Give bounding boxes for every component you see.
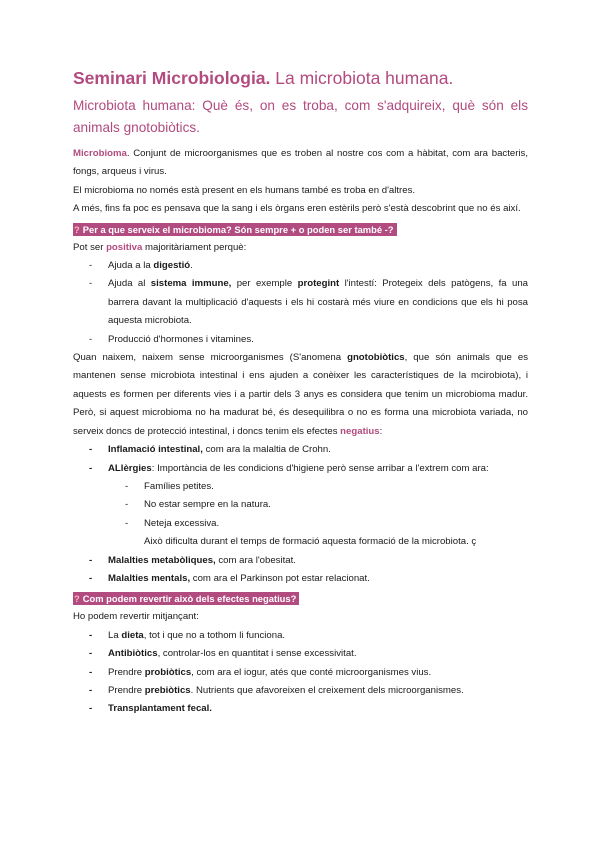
sub-list-item: - Famílies petites. xyxy=(73,478,528,496)
list-item: - Producció d'hormones i vitamines. xyxy=(73,331,528,349)
birth-text: Quan naixem, naixem sense microorganismes (S'anomena xyxy=(73,352,348,364)
question-heading-function xyxy=(73,223,397,236)
question-text: Com podem revertir això dels efectes negatius? xyxy=(82,593,297,605)
sub-list-item: - Neteja excessiva. xyxy=(73,515,528,533)
question-mark-icon: ? xyxy=(74,223,80,235)
item-text: Prendre xyxy=(108,684,145,696)
question-heading-revert xyxy=(73,592,299,605)
title-strong: Seminari Microbiologia. xyxy=(73,68,271,88)
list-item xyxy=(73,441,528,459)
birth-text: , que són animals que es mantenen sense microbiota intestinal i ens ajuden a conèixer les característiques de la mcirobiota), i aquests es formen per diferents vies i a partir dels 3 anys es considera que tenim un microbioma madur. Però, si aquest microbioma no ha madurat bé, és desequilibra o no es forma una microbiota variada, no serveix doncs de protecció intestinal, i doncs tenim els efectes xyxy=(73,352,528,437)
item-text: : Importància de les condicions d'higiene però sense arribar a l'extrem com ara: xyxy=(151,462,489,474)
allergy-note: Això dificulta durant el temps de formació aquesta formació de la microbiota. ç xyxy=(144,536,477,548)
list-item xyxy=(73,627,528,645)
term-microbioma: Microbioma xyxy=(73,148,127,159)
question-mark-icon: ? xyxy=(74,593,80,605)
item-bold: protegint xyxy=(297,278,340,290)
list-item xyxy=(73,460,528,478)
revert-intro: Ho podem revertir mitjançant: xyxy=(73,611,199,623)
birth-text: : xyxy=(379,425,383,437)
paragraph-birth xyxy=(73,349,528,441)
positive-intro xyxy=(73,239,528,257)
item-text: Prendre xyxy=(108,666,145,678)
item-bold: dieta xyxy=(121,629,144,641)
item-bold: Malalties metabòliques, xyxy=(108,554,216,566)
negative-effects-list xyxy=(73,441,528,478)
item-bold: sistema immune, xyxy=(150,278,232,290)
list-item xyxy=(73,682,528,700)
item-text: , com ara el iogur, atés que conté microorganismes vius. xyxy=(191,666,432,678)
definition-text: . Conjunt de microorganismes que es troben al nostre cos com a hàbitat, com ara bacteris, fongs, arqueus i virus. xyxy=(73,148,528,178)
negative-effects-list-continued xyxy=(73,552,528,589)
item-text: . Nutrients que afavoreixen el creixement dels microorganismes. xyxy=(190,684,464,696)
sub-list-item: - No estar sempre en la natura. xyxy=(73,496,528,514)
item-text: Ajuda a la xyxy=(108,260,154,272)
list-item xyxy=(73,700,528,718)
list-item xyxy=(73,645,528,663)
item-bold: prebiòtics xyxy=(144,684,191,696)
item-text: per exemple xyxy=(231,278,298,290)
title-rest: La microbiota humana. xyxy=(270,68,454,88)
document-page xyxy=(73,66,528,719)
item-bold: digestió xyxy=(153,260,191,272)
paragraph-blood: A més, fins fa poc es pensava que la sang i els òrgans eren estèrils però s'està descobrint que no és així. xyxy=(73,203,521,215)
item-bold: Transplantament fecal. xyxy=(108,703,212,715)
list-item xyxy=(73,664,528,682)
positive-intro-before: Pot ser xyxy=(73,241,107,253)
list-item xyxy=(73,257,528,275)
question-text: Per a que serveix el microbioma? Són sempre + o poden ser també -? xyxy=(82,223,394,235)
item-text: Ajuda al xyxy=(108,278,151,290)
page-title xyxy=(73,66,528,90)
item-text: com ara el Parkinson pot estar relacionat. xyxy=(190,572,370,584)
item-text: . xyxy=(190,260,193,272)
item-bold: Inflamació intestinal, xyxy=(108,444,203,456)
section-subtitle: Microbiota humana: Què és, on es troba, com s'adquireix, què són els animals gnotobiòtics. xyxy=(73,98,528,135)
item-text: com ara la malaltia de Crohn. xyxy=(202,444,331,456)
paragraph-presence: El microbioma no només està present en els humans també es troba en d'altres. xyxy=(73,184,416,196)
term-positiva: positiva xyxy=(106,241,143,253)
list-item xyxy=(73,552,528,570)
item-bold: Antibiòtics xyxy=(108,648,158,660)
item-text: com ara l'obesitat. xyxy=(215,554,296,566)
term-gnotobiotics: gnotobiòtics xyxy=(347,352,405,364)
microbioma-definition xyxy=(73,145,528,182)
positive-intro-after: majoritàriament perquè: xyxy=(142,241,247,253)
allergy-sublist xyxy=(73,478,528,533)
item-text: , controlar-los en quantitat i sense excessivitat. xyxy=(157,648,357,660)
item-text: La xyxy=(108,629,122,641)
list-item xyxy=(73,570,528,588)
revert-list xyxy=(73,627,528,719)
positive-list xyxy=(73,257,528,349)
item-bold: probiòtics xyxy=(144,666,192,678)
item-bold: ALlèrgies xyxy=(108,462,152,474)
item-text: l'intestí: Protegeix dels patògens, fa una barrera davant la multiplicació d'aquests i els hi costarà més viure en condicions que els hi posa aquesta microbiota. xyxy=(108,278,528,327)
term-negatius: negatius xyxy=(340,425,380,437)
list-item xyxy=(73,275,528,330)
item-text: , tot i que no a tothom li funciona. xyxy=(143,629,286,641)
item-bold: Malalties mentals, xyxy=(108,572,191,584)
